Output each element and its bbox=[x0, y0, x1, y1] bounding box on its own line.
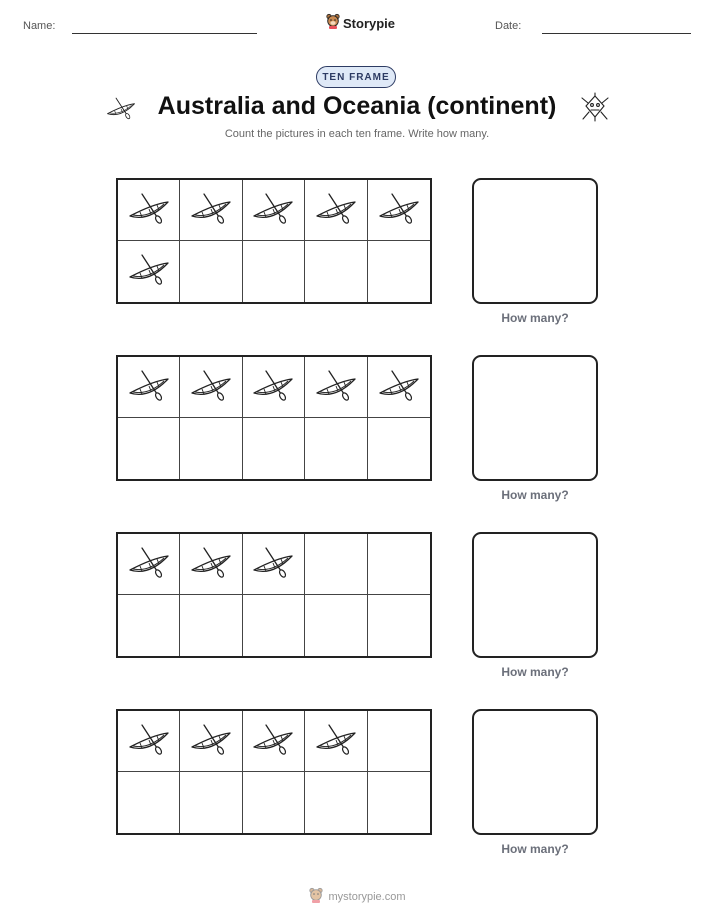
ten-frame-cell bbox=[180, 772, 242, 833]
canoe-icon bbox=[314, 191, 358, 230]
ten-frame-cell bbox=[368, 534, 430, 595]
how-many-label: How many? bbox=[501, 488, 569, 502]
canoe-icon bbox=[377, 191, 421, 230]
ten-frame-cell bbox=[305, 418, 367, 479]
name-label: Name: bbox=[23, 20, 56, 32]
how-many-label: How many? bbox=[501, 842, 569, 856]
canoe-icon bbox=[189, 545, 233, 584]
ten-frame-cell bbox=[368, 418, 430, 479]
canoe-icon bbox=[189, 722, 233, 761]
ten-frame-cell bbox=[180, 711, 242, 772]
how-many-label: How many? bbox=[501, 311, 569, 325]
name-line[interactable] bbox=[72, 33, 257, 34]
ten-frame-cell bbox=[243, 534, 305, 595]
ten-frame-cell bbox=[180, 595, 242, 656]
ten-frame-cell bbox=[118, 711, 180, 772]
ten-frame-cell bbox=[368, 772, 430, 833]
ten-frame-cell bbox=[243, 241, 305, 302]
page-title: Australia and Oceania (continent) bbox=[157, 92, 557, 120]
answer-box[interactable] bbox=[472, 532, 598, 658]
ten-frame-cell bbox=[305, 711, 367, 772]
ten-frame-cell bbox=[305, 357, 367, 418]
canoe-icon bbox=[127, 191, 171, 230]
footer-url: mystorypie.com bbox=[328, 890, 406, 903]
tribal-mask-icon bbox=[580, 92, 610, 127]
ten-frame-cell bbox=[243, 180, 305, 241]
ten-frame bbox=[116, 709, 432, 835]
canoe-icon bbox=[377, 368, 421, 407]
ten-frame-cell bbox=[305, 241, 367, 302]
ten-frame-cell bbox=[180, 418, 242, 479]
ten-frame-cell bbox=[243, 772, 305, 833]
ten-frame-cell bbox=[305, 772, 367, 833]
ten-frame-cell bbox=[118, 772, 180, 833]
ten-frame bbox=[116, 178, 432, 304]
ten-frame-cell bbox=[118, 241, 180, 302]
canoe-icon bbox=[314, 722, 358, 761]
ten-frame-cell bbox=[368, 595, 430, 656]
canoe-icon bbox=[127, 545, 171, 584]
ten-frame-cell bbox=[180, 357, 242, 418]
brand-name: Storypie bbox=[343, 16, 396, 31]
ten-frame-cell bbox=[368, 357, 430, 418]
canoe-icon bbox=[127, 252, 171, 291]
canoe-icon bbox=[251, 191, 295, 230]
ten-frame-cell bbox=[368, 711, 430, 772]
ten-frame-cell bbox=[180, 241, 242, 302]
ten-frame-cell bbox=[243, 595, 305, 656]
instructions: Count the pictures in each ten frame. Write how many. bbox=[224, 128, 490, 140]
ten-frame-cell bbox=[118, 595, 180, 656]
answer-box[interactable] bbox=[472, 178, 598, 304]
ten-frame-cell bbox=[118, 418, 180, 479]
canoe-icon bbox=[251, 545, 295, 584]
canoe-icon bbox=[314, 368, 358, 407]
brand-logo bbox=[326, 13, 395, 34]
date-line[interactable] bbox=[542, 33, 691, 34]
canoe-icon bbox=[251, 368, 295, 407]
canoe-icon bbox=[251, 722, 295, 761]
ten-frame-cell bbox=[243, 711, 305, 772]
bear-mascot-icon bbox=[326, 13, 340, 34]
answer-box[interactable] bbox=[472, 709, 598, 835]
ten-frame bbox=[116, 355, 432, 481]
ten-frame-badge: TEN FRAME bbox=[316, 66, 396, 88]
ten-frame-cell bbox=[180, 180, 242, 241]
canoe-icon bbox=[127, 722, 171, 761]
ten-frame-cell bbox=[243, 418, 305, 479]
canoe-icon bbox=[127, 368, 171, 407]
ten-frame-cell bbox=[305, 534, 367, 595]
footer bbox=[0, 887, 714, 906]
bear-mascot-icon bbox=[308, 887, 324, 906]
ten-frame-cell bbox=[243, 357, 305, 418]
canoe-icon bbox=[189, 191, 233, 230]
ten-frame-cell bbox=[305, 595, 367, 656]
ten-frame-cell bbox=[368, 241, 430, 302]
ten-frame-cell bbox=[368, 180, 430, 241]
how-many-label: How many? bbox=[501, 665, 569, 679]
ten-frame-cell bbox=[180, 534, 242, 595]
ten-frame-cell bbox=[305, 180, 367, 241]
ten-frame-cell bbox=[118, 357, 180, 418]
ten-frame-cell bbox=[118, 180, 180, 241]
answer-box[interactable] bbox=[472, 355, 598, 481]
ten-frame-cell bbox=[118, 534, 180, 595]
canoe-icon bbox=[189, 368, 233, 407]
ten-frame bbox=[116, 532, 432, 658]
date-label: Date: bbox=[495, 20, 522, 32]
